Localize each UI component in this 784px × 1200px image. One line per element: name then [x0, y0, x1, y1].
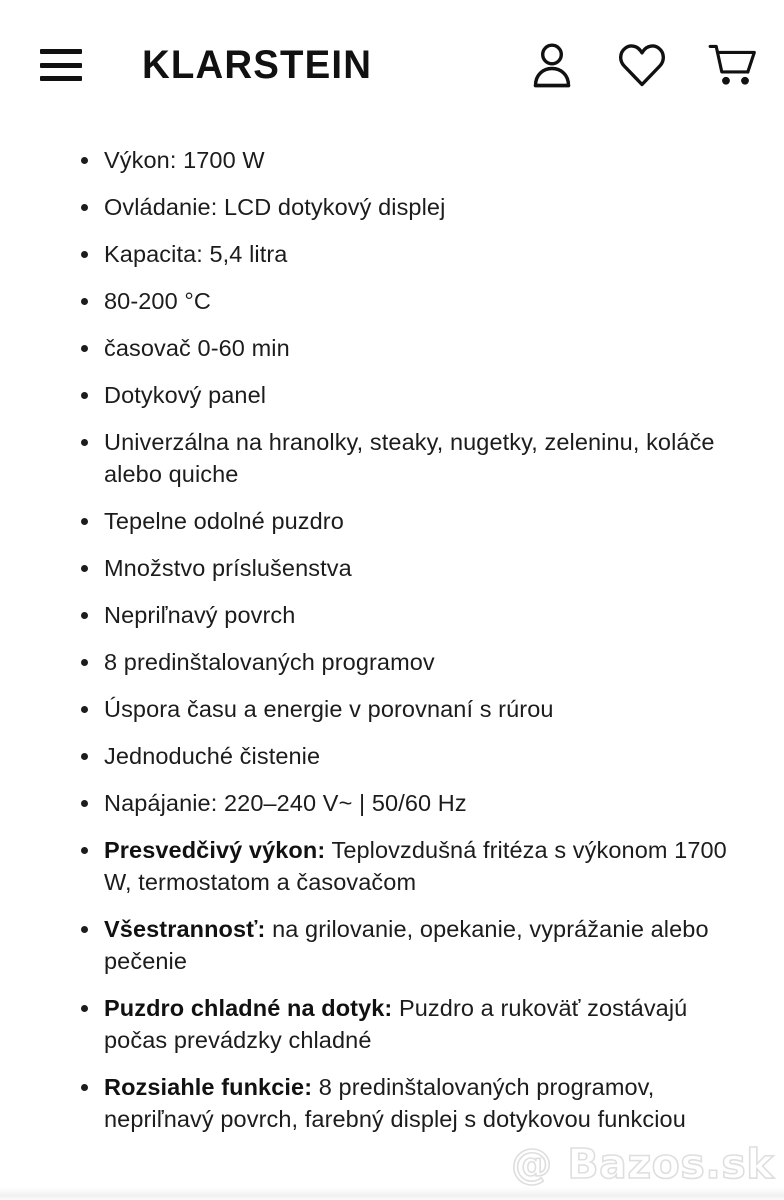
hamburger-bar-3 [40, 76, 82, 81]
list-item [40, 285, 744, 317]
list-item-text: Dotykový panel [104, 382, 267, 408]
list-item [40, 599, 744, 631]
list-item [40, 740, 744, 772]
list-item-lead: Presvedčivý výkon: [104, 837, 326, 863]
list-item-text: časovač 0-60 min [104, 335, 290, 361]
list-item [40, 238, 744, 270]
list-item [40, 332, 744, 364]
list-item-text: Výkon: 1700 W [104, 147, 265, 173]
page-bottom-band [0, 1187, 784, 1200]
specification-list [40, 144, 744, 1135]
list-item-text: Ovládanie: LCD dotykový displej [104, 194, 446, 220]
hamburger-menu-icon[interactable] [40, 47, 84, 83]
cart-icon[interactable] [706, 39, 758, 91]
header-actions [526, 39, 758, 91]
brand-logo[interactable]: KLARSTEIN [142, 43, 373, 87]
hamburger-bar-1 [40, 49, 82, 54]
list-item-text: 80-200 °C [104, 288, 211, 314]
account-icon[interactable] [526, 39, 578, 91]
list-item [40, 426, 744, 490]
list-item-text: Tepelne odolné puzdro [104, 508, 344, 534]
list-item-text: Napájanie: 220–240 V~ | 50/60 Hz [104, 790, 467, 816]
list-item [40, 646, 744, 678]
list-item-lead: Rozsiahle funkcie: [104, 1074, 313, 1100]
site-header [0, 0, 784, 130]
list-item-lead: Puzdro chladné na dotyk: [104, 995, 393, 1021]
heart-icon[interactable] [616, 39, 668, 91]
list-item-text: 8 predinštalovaných programov, nepriľnavý povrch, farebný displej s dotykovou funkciou [104, 1074, 686, 1132]
list-item [40, 1071, 744, 1135]
list-item [40, 379, 744, 411]
list-item-lead: Všestrannosť: [104, 916, 266, 942]
list-item [40, 913, 744, 977]
list-item-text: Nepriľnavý povrch [104, 602, 296, 628]
hamburger-bar-2 [40, 63, 82, 68]
list-item-text: Úspora času a energie v porovnaní s rúrou [104, 696, 554, 722]
bazos-watermark: @ Bazos.sk [511, 1140, 774, 1188]
list-item-text: Univerzálna na hranolky, steaky, nugetky, zeleninu, koláče alebo quiche [104, 429, 715, 487]
list-item-text: na grilovanie, opekanie, vyprážanie alebo pečenie [104, 916, 709, 974]
list-item-text: Množstvo príslušenstva [104, 555, 352, 581]
list-item [40, 552, 744, 584]
list-item [40, 693, 744, 725]
product-specification-section [0, 130, 784, 1135]
list-item [40, 191, 744, 223]
list-item [40, 787, 744, 819]
list-item-text: Jednoduché čistenie [104, 743, 321, 769]
list-item-text: Teplovzdušná fritéza s výkonom 1700 W, termostatom a časovačom [104, 837, 727, 895]
list-item-text: Puzdro a rukoväť zostávajú počas prevádzky chladné [104, 995, 688, 1053]
list-item-text: Kapacita: 5,4 litra [104, 241, 288, 267]
list-item [40, 505, 744, 537]
list-item-text: 8 predinštalovaných programov [104, 649, 435, 675]
list-item [40, 144, 744, 176]
list-item [40, 992, 744, 1056]
list-item [40, 834, 744, 898]
